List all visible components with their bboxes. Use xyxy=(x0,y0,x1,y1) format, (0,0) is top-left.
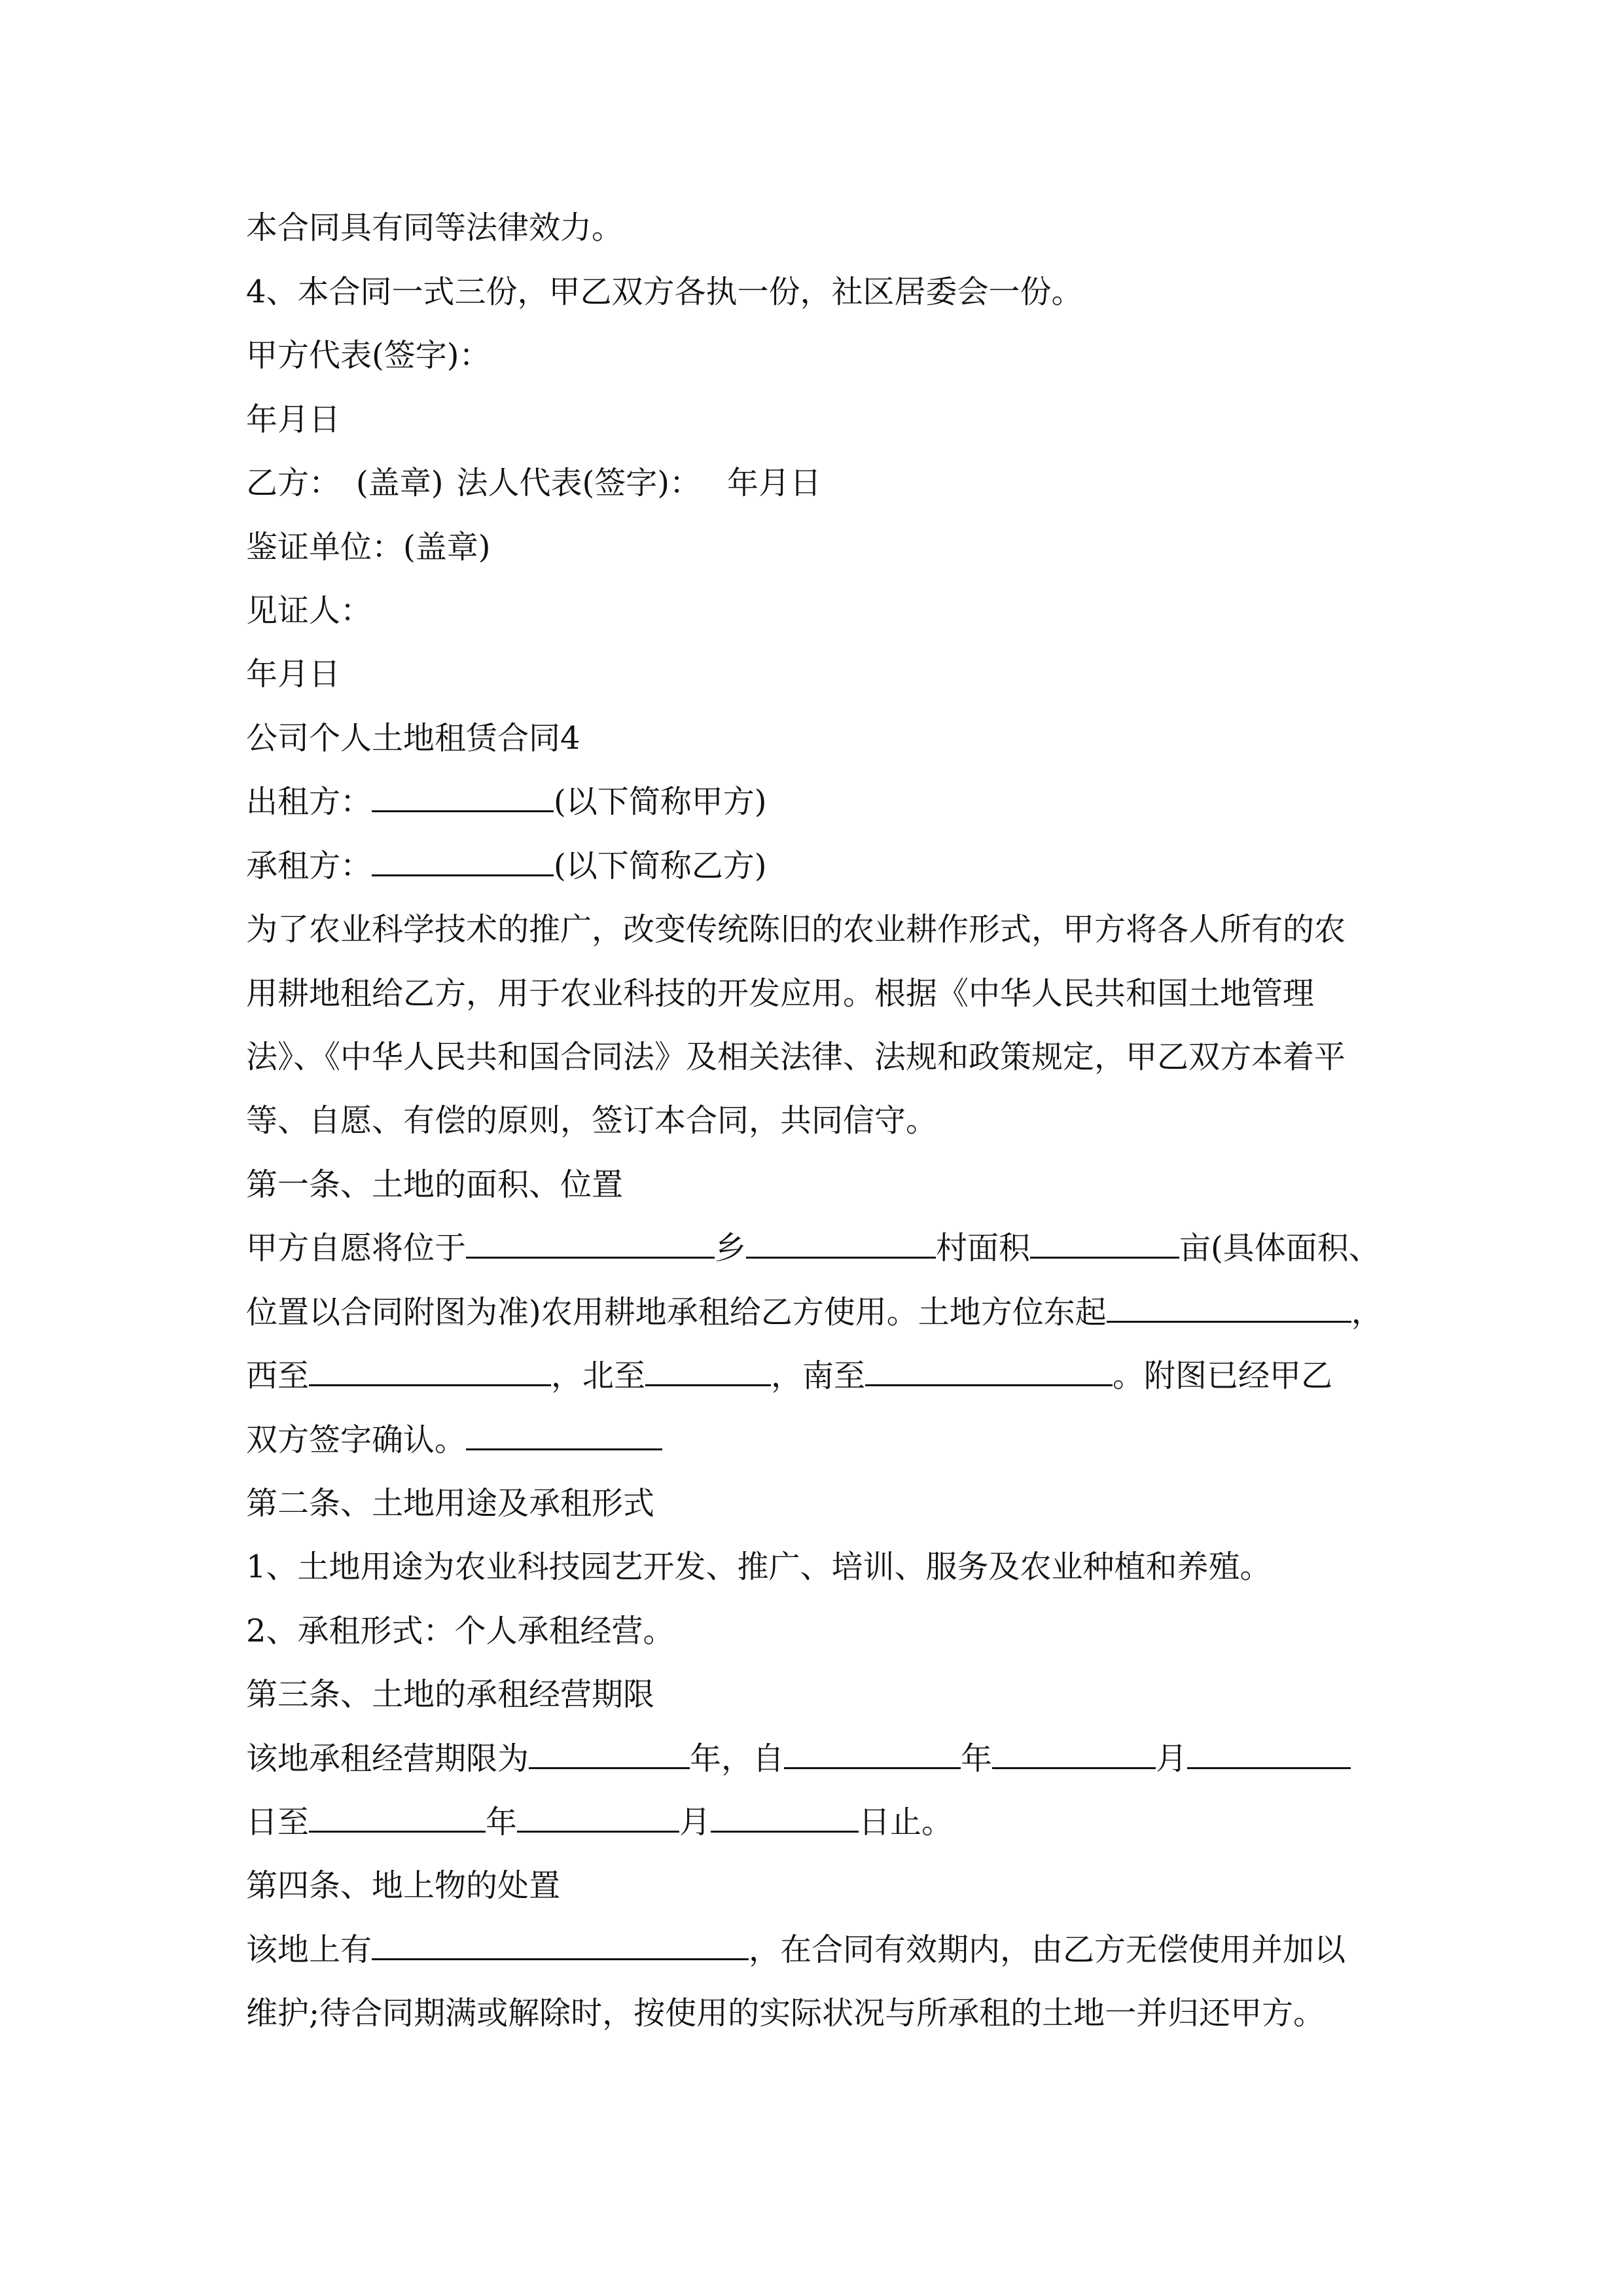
text-line xyxy=(246,1344,1385,1407)
text-line xyxy=(246,516,1385,579)
blank-field xyxy=(309,1793,486,1833)
text-span: 双方签字确认。 xyxy=(246,1422,467,1458)
text-span: 为了农业科学技术的推广，改变传统陈旧的农业耕作形式，甲方将各人所有的农 xyxy=(246,911,1346,948)
blank-field xyxy=(645,1346,771,1386)
text-span: 法》、《中华人民共和国合同法》及相关法律、法规和政策规定，甲乙双方本着平 xyxy=(246,1039,1346,1075)
text-span: 维护;待合同期满或解除时，按使用的实际状况与所承租的土地一并归还甲方。 xyxy=(246,1995,1325,2032)
text-span: 第一条、土地的面积、位置 xyxy=(246,1166,624,1203)
text-span: ， xyxy=(1351,1294,1383,1331)
text-line xyxy=(246,1600,1385,1662)
text-line xyxy=(246,1791,1385,1854)
party-b-signature-line xyxy=(246,452,1385,514)
text-span: ，在合同有效期内，由乙方无偿使用并加以 xyxy=(749,1931,1346,1968)
text-line xyxy=(246,1089,1385,1152)
blank-field xyxy=(1187,1729,1351,1769)
text-line xyxy=(246,260,1385,323)
text-span: 年，自 xyxy=(690,1740,785,1777)
text-span: 。附图已经甲乙 xyxy=(1113,1357,1333,1394)
text-span: 出租方： xyxy=(246,783,372,820)
text-span: 甲方代表(签字)： xyxy=(246,337,491,374)
text-line xyxy=(246,962,1385,1025)
text-span: 年月日 xyxy=(246,656,341,692)
text-line xyxy=(246,324,1385,387)
blank-field xyxy=(517,1793,679,1833)
blank-field xyxy=(1030,1219,1179,1259)
text-span: 西至 xyxy=(246,1357,310,1394)
text-span: 第四条、地上物的处置 xyxy=(246,1867,561,1904)
text-line xyxy=(246,1982,1385,2045)
text-span: (以下简称乙方) xyxy=(554,848,767,884)
text-span: 法人代表(签字)： xyxy=(456,465,701,501)
blank-field xyxy=(529,1729,690,1769)
text-span: (以下简称甲方) xyxy=(554,783,767,820)
text-span: 4、本合同一式三份，甲乙双方各执一份，社区居委会一份。 xyxy=(246,274,1083,310)
text-span: 第二条、土地用途及承租形式 xyxy=(246,1485,655,1522)
text-span: 位置以合同附图为准)农用耕地承租给乙方使用。土地方位东起 xyxy=(246,1294,1107,1331)
text-line xyxy=(246,1727,1385,1790)
text-span: 鉴证单位：(盖章) xyxy=(246,529,491,565)
blank-field xyxy=(746,1219,936,1259)
text-span: 年 xyxy=(486,1804,518,1840)
text-span: 见证人： xyxy=(246,592,372,629)
text-span: 日至 xyxy=(246,1804,310,1840)
blank-field xyxy=(711,1793,859,1833)
blank-field xyxy=(466,1410,662,1450)
article-heading xyxy=(246,1153,1385,1216)
article-heading xyxy=(246,1663,1385,1726)
text-span: 月 xyxy=(679,1804,711,1840)
text-span: 用耕地租给乙方，用于农业科技的开发应用。根据《中华人民共和国土地管理 xyxy=(246,975,1315,1012)
blank-field xyxy=(372,1920,749,1960)
text-line xyxy=(246,388,1385,451)
blank-field xyxy=(372,772,554,812)
text-span: 1、土地用途为农业科技园艺开发、推广、培训、服务及农业种植和养殖。 xyxy=(246,1549,1272,1585)
text-line xyxy=(246,1026,1385,1088)
text-span: 年月日 xyxy=(246,401,341,438)
text-span: 该地承租经营期限为 xyxy=(246,1740,529,1777)
text-span: 2、承租形式：个人承租经营。 xyxy=(246,1613,675,1649)
text-span: 等、自愿、有偿的原则，签订本合同，共同信守。 xyxy=(246,1102,938,1139)
blank-field xyxy=(1107,1283,1351,1323)
lessor-line xyxy=(246,770,1385,833)
blank-field xyxy=(784,1729,961,1769)
text-line xyxy=(246,1217,1385,1280)
text-span: 年 xyxy=(961,1740,993,1777)
text-span: 月 xyxy=(1156,1740,1188,1777)
text-span: ，北至 xyxy=(551,1357,646,1394)
text-span: 承租方： xyxy=(246,848,372,884)
text-span: ，南至 xyxy=(771,1357,866,1394)
article-heading xyxy=(246,1472,1385,1535)
text-span: 村面积 xyxy=(936,1230,1031,1266)
text-line xyxy=(246,898,1385,961)
lessee-line xyxy=(246,834,1385,897)
text-line xyxy=(246,1918,1385,1981)
text-span: 甲方自愿将位于 xyxy=(246,1230,467,1266)
blank-field xyxy=(309,1346,551,1386)
text-span: 年月日 xyxy=(726,465,821,501)
blank-field xyxy=(992,1729,1156,1769)
text-span: 乙方： xyxy=(246,465,341,501)
text-span: 公司个人土地租赁合同4 xyxy=(246,720,580,757)
text-span: 亩(具体面积、 xyxy=(1179,1230,1380,1266)
text-line xyxy=(246,1281,1385,1344)
text-line xyxy=(246,196,1385,259)
text-line xyxy=(246,1535,1385,1598)
text-span: 第三条、土地的承租经营期限 xyxy=(246,1676,655,1713)
text-span: 乡 xyxy=(715,1230,747,1266)
text-line xyxy=(246,579,1385,642)
text-span: 日止。 xyxy=(859,1804,954,1840)
text-span: (盖章) xyxy=(356,465,444,501)
article-heading xyxy=(246,1854,1385,1917)
blank-field xyxy=(865,1346,1113,1386)
contract-title xyxy=(246,707,1385,770)
text-span: 该地上有 xyxy=(246,1931,372,1968)
text-line xyxy=(246,1408,1385,1471)
text-span: 本合同具有同等法律效力。 xyxy=(246,209,624,246)
blank-field xyxy=(466,1219,715,1259)
text-line xyxy=(246,643,1385,706)
blank-field xyxy=(372,836,554,876)
